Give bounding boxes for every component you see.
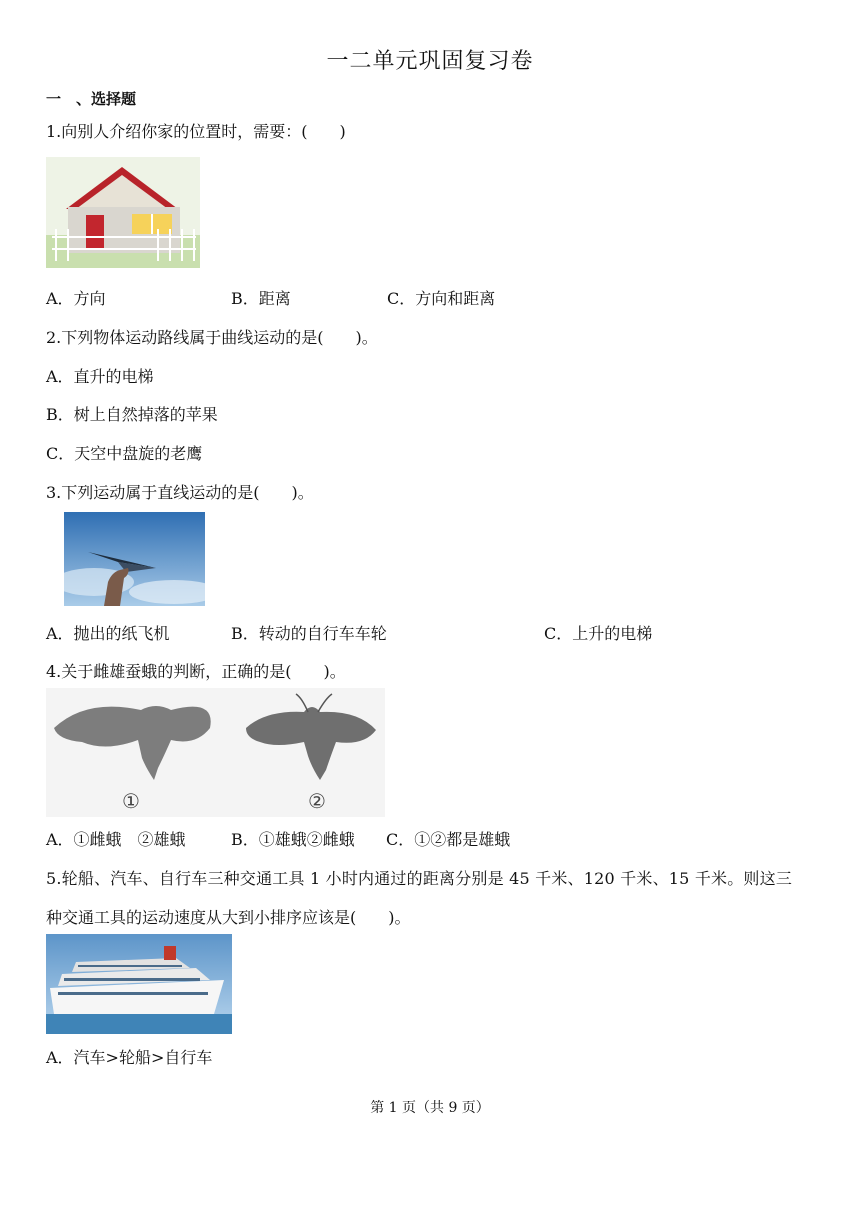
question-3-option-a: A．抛出的纸飞机 <box>46 624 170 643</box>
question-2-stem: 2.下列物体运动路线属于曲线运动的是( )。 <box>46 328 378 347</box>
question-4-option-a: A．①雌蛾 ②雄蛾 <box>46 830 186 849</box>
question-3-option-c: C．上升的电梯 <box>544 624 653 643</box>
question-3-option-b: B．转动的自行车车轮 <box>231 624 387 643</box>
question-5-option-a: A．汽车>轮船>自行车 <box>46 1048 213 1067</box>
question-1-option-b: B．距离 <box>231 289 291 308</box>
question-1-stem: 1.向别人介绍你家的位置时，需要：( ) <box>46 122 346 141</box>
moth-label-1: ① <box>122 789 140 813</box>
page-title: 一二单元巩固复习卷 <box>326 49 534 74</box>
question-4-option-c: C．①②都是雄蛾 <box>386 830 511 849</box>
question-5-stem-line-2: 种交通工具的运动速度从大到小排序应该是( )。 <box>46 908 411 927</box>
question-2-option-b: B．树上自然掉落的苹果 <box>46 405 218 424</box>
silkworm-moths-picture <box>46 688 385 817</box>
question-3-stem: 3.下列运动属于直线运动的是( )。 <box>46 483 314 502</box>
moth-label-2: ② <box>308 789 326 813</box>
question-1-option-c: C．方向和距离 <box>387 289 496 308</box>
question-4-stem: 4.关于雌雄蚕蛾的判断，正确的是( )。 <box>46 662 346 681</box>
cruise-ship-picture <box>46 934 232 1034</box>
page-footer: 第 1 页（共 9 页） <box>370 1100 490 1116</box>
house-picture <box>46 157 200 268</box>
question-2-option-c: C．天空中盘旋的老鹰 <box>46 444 203 463</box>
question-1-option-a: A．方向 <box>46 289 106 308</box>
question-5-stem-line-1: 5.轮船、汽车、自行车三种交通工具 1 小时内通过的距离分别是 45 千米、120 千米、15 千米。则这三 <box>46 869 793 888</box>
question-2-option-a: A．直升的电梯 <box>46 367 154 386</box>
question-4-option-b: B．①雄蛾②雌蛾 <box>231 830 355 849</box>
paper-plane-picture <box>64 512 205 606</box>
section-heading: 一 、选择题 <box>46 90 137 108</box>
